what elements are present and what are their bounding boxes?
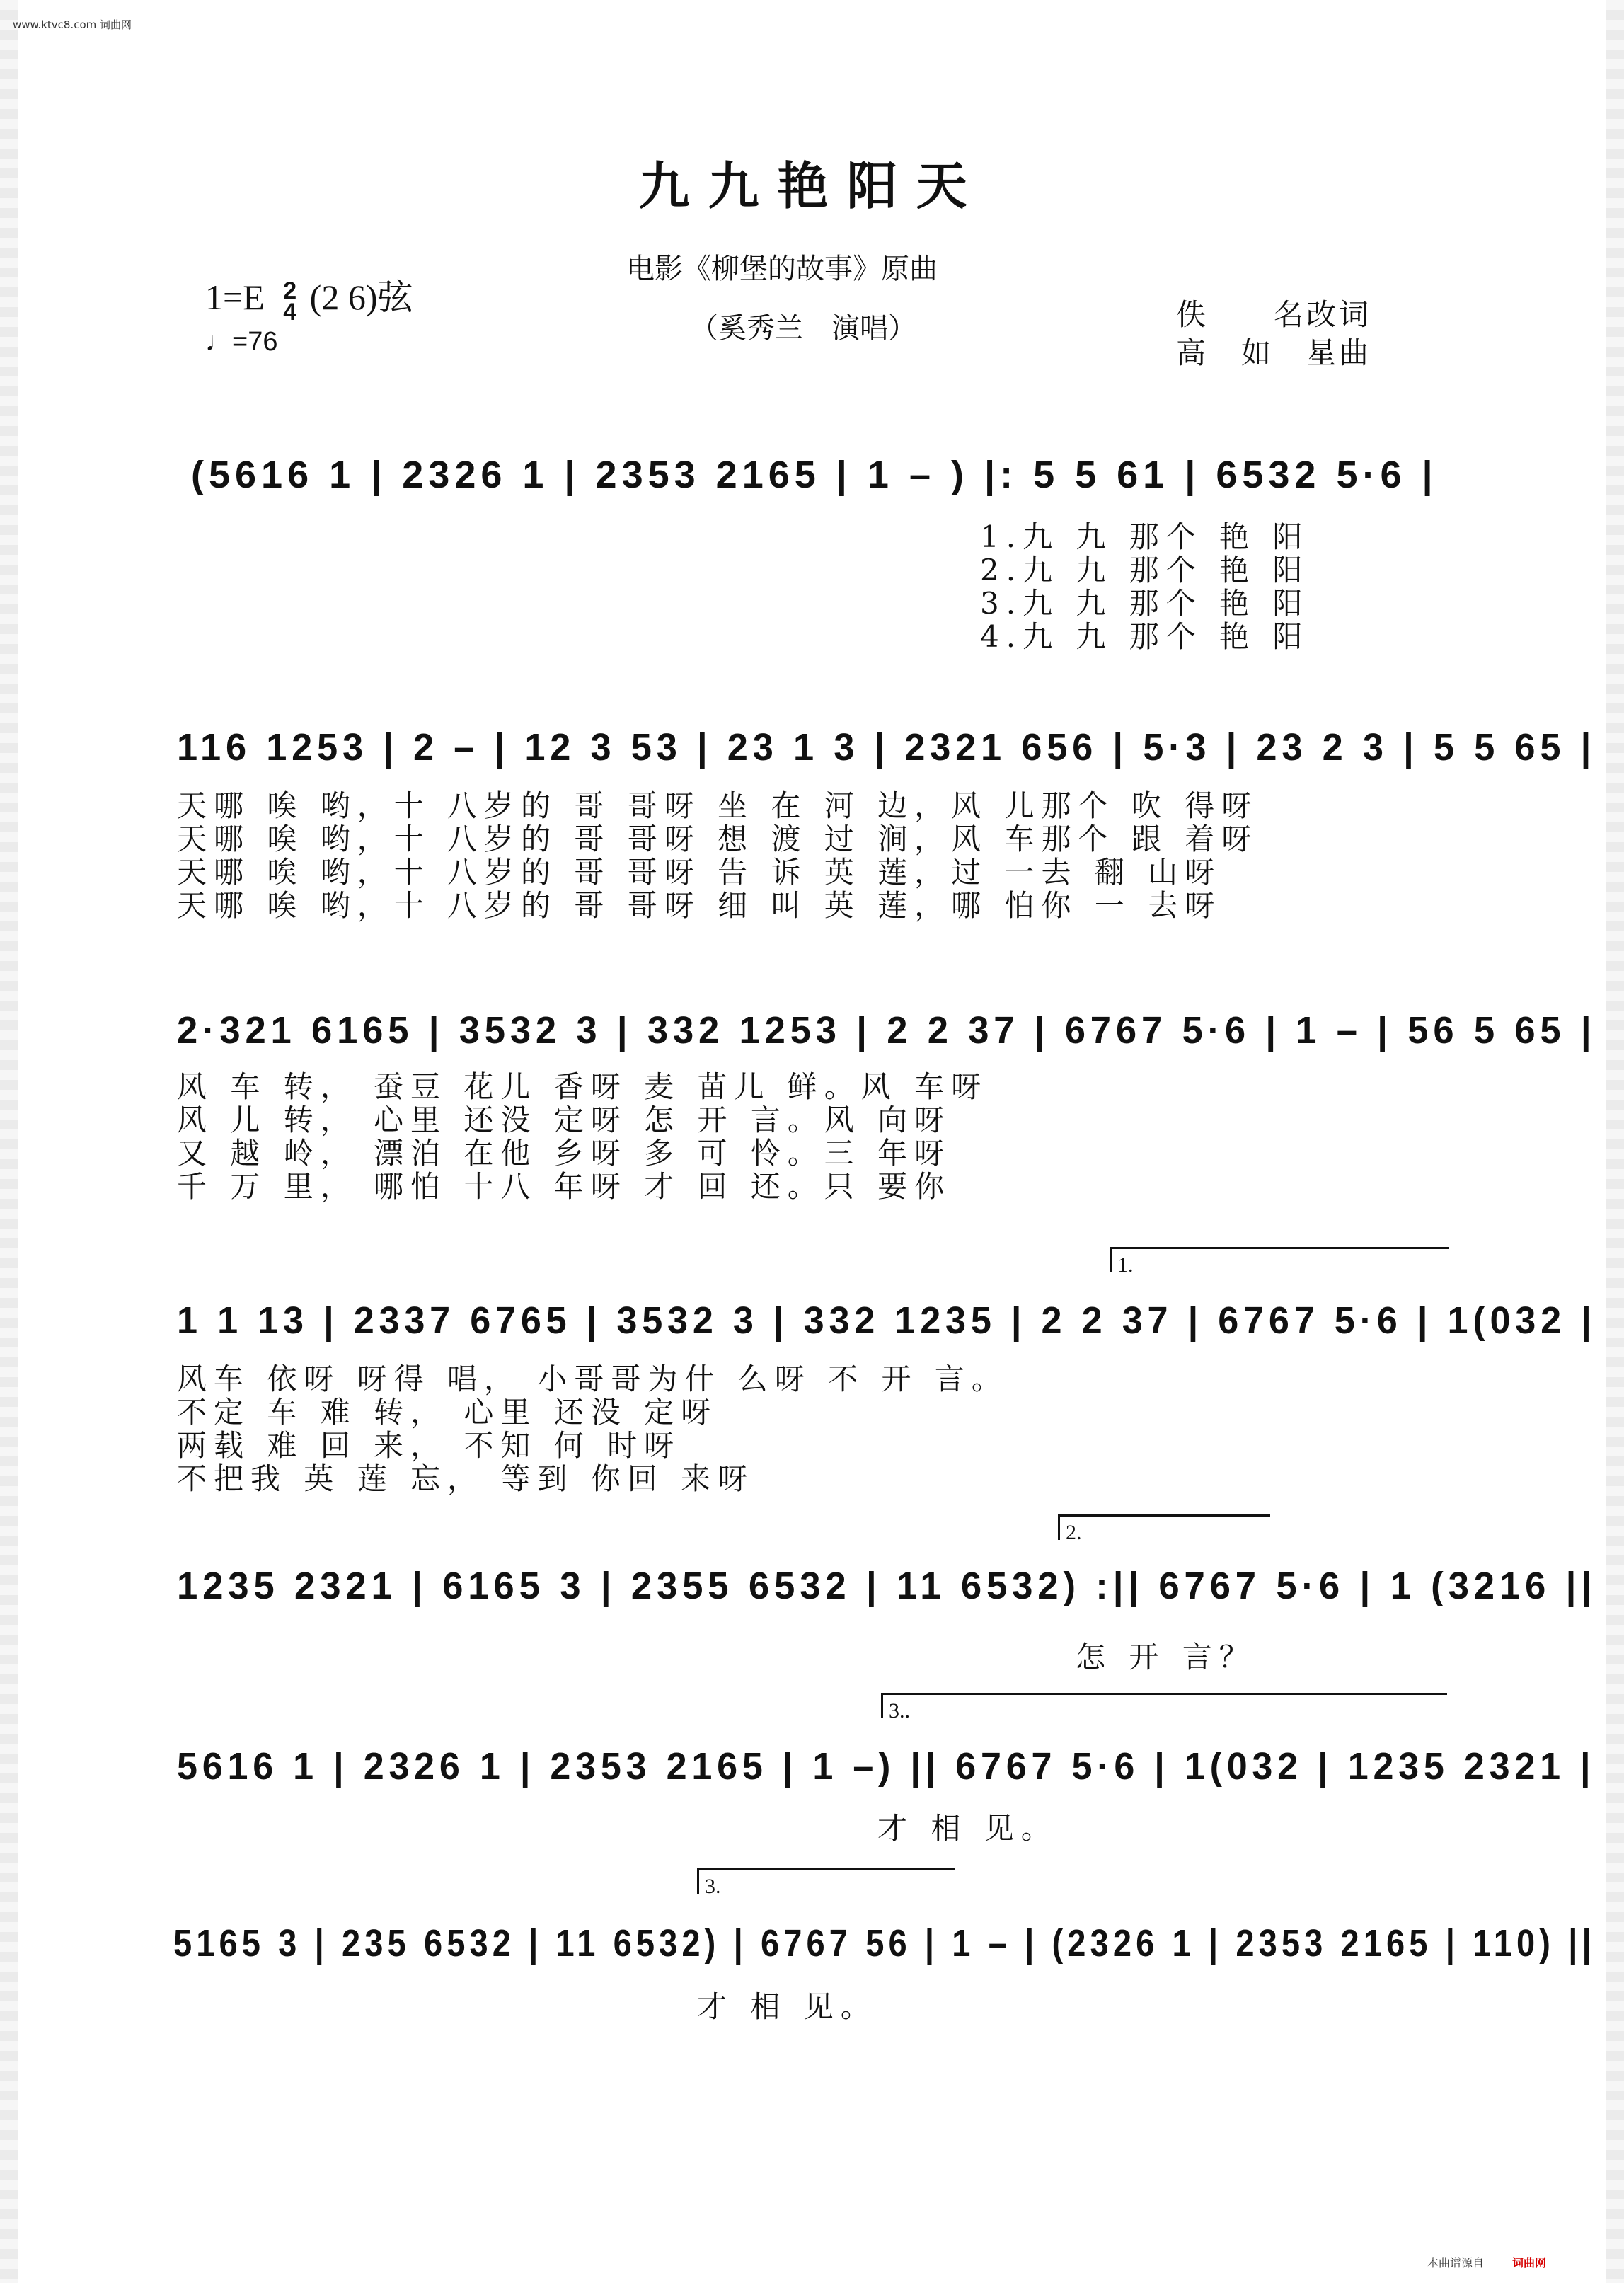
- meter-numerator: 2: [283, 277, 297, 304]
- lyric-verse-2: 不定 车 难 转， 心里 还没 定呀: [177, 1395, 718, 1430]
- lyric-verse-2: 风 儿 转， 心里 还没 定呀 怎 开 言。风 向呀: [177, 1103, 952, 1137]
- footer-brand: 词曲网: [1511, 2256, 1546, 2270]
- key-signature: [205, 269, 413, 326]
- volta-2: 2.: [1058, 1514, 1270, 1540]
- lyric-verse-2: 天哪 唉 哟，十 八岁的 哥 哥呀 想 渡 过 涧，风 车那个 跟 着呀: [177, 822, 1259, 856]
- performer: （奚秀兰 演唱）: [690, 312, 916, 345]
- score-row-7: 5165 3 | 235 6532 | 11 6532) | 6767 56 | 1 – | (2326 1 | 2353 2165 | 110) ||: [173, 1922, 1596, 1965]
- lyrics-row-7: 才 相 见。: [697, 1989, 877, 2024]
- lyric-verse-1: 风车 依呀 呀得 唱， 小哥哥为什 么呀 不 开 言。: [177, 1362, 1008, 1396]
- lyric-verse-2: 2.九 九 那个 艳 阳: [980, 553, 1310, 587]
- credits: [1176, 296, 1371, 372]
- lyric-verse-4: 不把我 英 莲 忘， 等到 你回 来呀: [177, 1461, 755, 1496]
- credit-lyricist: 佚 名改词: [1176, 297, 1372, 332]
- lyric-verse-3: 又 越 岭， 漂泊 在他 乡呀 多 可 怜。三 年呀: [177, 1136, 952, 1171]
- score-row-3: 2·321 6165 | 3532 3 | 332 1253 | 2 2 37 | 6767 5·6 | 1 – | 56 5 65 |: [177, 1009, 1596, 1052]
- time-signature: [283, 277, 297, 326]
- volta-3b: 3.: [697, 1868, 955, 1894]
- score-row-4: 1 1 13 | 2337 6765 | 3532 3 | 332 1235 | 2 2 37 | 6767 5·6 | 1(032 |: [177, 1299, 1596, 1342]
- tempo-marking: ♩=76: [205, 327, 278, 357]
- song-title: 九九艳阳天: [638, 156, 986, 216]
- lyric-verse-4: 4.九 九 那个 艳 阳: [980, 619, 1310, 654]
- key-label: 1=E: [205, 277, 265, 317]
- lyric-verse-1: 风 车 转， 蚕豆 花儿 香呀 麦 苗儿 鲜。风 车呀: [177, 1069, 989, 1104]
- lyrics-row-3: [177, 1070, 988, 1203]
- right-margin-strip: [1606, 0, 1624, 2283]
- lyric-verse-3: 天哪 唉 哟，十 八岁的 哥 哥呀 告 诉 英 莲，过 一去 翻 山呀: [177, 855, 1222, 890]
- footer-source: 本曲谱源自: [1427, 2256, 1484, 2270]
- lyric-verse-1: 天哪 唉 哟，十 八岁的 哥 哥呀 坐 在 河 边，风 儿那个 吹 得呀: [177, 788, 1259, 823]
- footer: [1427, 2254, 1546, 2270]
- song-subtitle: 电影《柳堡的故事》原曲: [626, 253, 938, 285]
- meter-denominator: 4: [283, 298, 297, 326]
- prelude-note: (2 6)弦: [309, 277, 413, 317]
- lyrics-row-4: [177, 1362, 1008, 1495]
- lyric-verse-4: 千 万 里， 哪怕 十八 年呀 才 回 还。只 要你: [177, 1169, 952, 1204]
- volta-3a: 3..: [881, 1693, 1447, 1718]
- score-row-2: 116 1253 | 2 – | 12 3 53 | 23 1 3 | 2321 656 | 5·3 | 23 2 3 | 5 5 65 |: [177, 726, 1596, 769]
- lyric-verse-4: 天哪 唉 哟，十 八岁的 哥 哥呀 细 叫 英 莲，哪 怕你 一 去呀: [177, 888, 1222, 923]
- score-row-1: (5616 1 | 2326 1 | 2353 2165 | 1 – ) |: 5 5 61 | 6532 5·6 |: [191, 454, 1438, 496]
- credit-composer: 高 如 星曲: [1176, 335, 1372, 370]
- lyrics-row-1: [980, 520, 1309, 653]
- lyric-verse-3: 3.九 九 那个 艳 阳: [980, 586, 1310, 621]
- score-row-5: 1235 2321 | 6165 3 | 2355 6532 | 11 6532) :|| 6767 5·6 | 1 (3216 ||: [177, 1565, 1596, 1607]
- lyrics-row-5: 怎 开 言？: [1076, 1640, 1256, 1674]
- volta-1: 1.: [1110, 1247, 1449, 1272]
- score-row-6: 5616 1 | 2326 1 | 2353 2165 | 1 –) || 6767 5·6 | 1(032 | 1235 2321 |: [177, 1745, 1596, 1788]
- site-watermark: www.ktvc8.com 词曲网: [13, 18, 132, 31]
- lyrics-row-6: 才 相 见。: [877, 1811, 1058, 1846]
- lyric-verse-3: 两载 难 回 来， 不知 何 时呀: [177, 1428, 681, 1463]
- lyric-verse-1: 1.九 九 那个 艳 阳: [980, 519, 1310, 554]
- lyrics-row-2: [177, 789, 1258, 922]
- left-margin-strip: [0, 0, 18, 2283]
